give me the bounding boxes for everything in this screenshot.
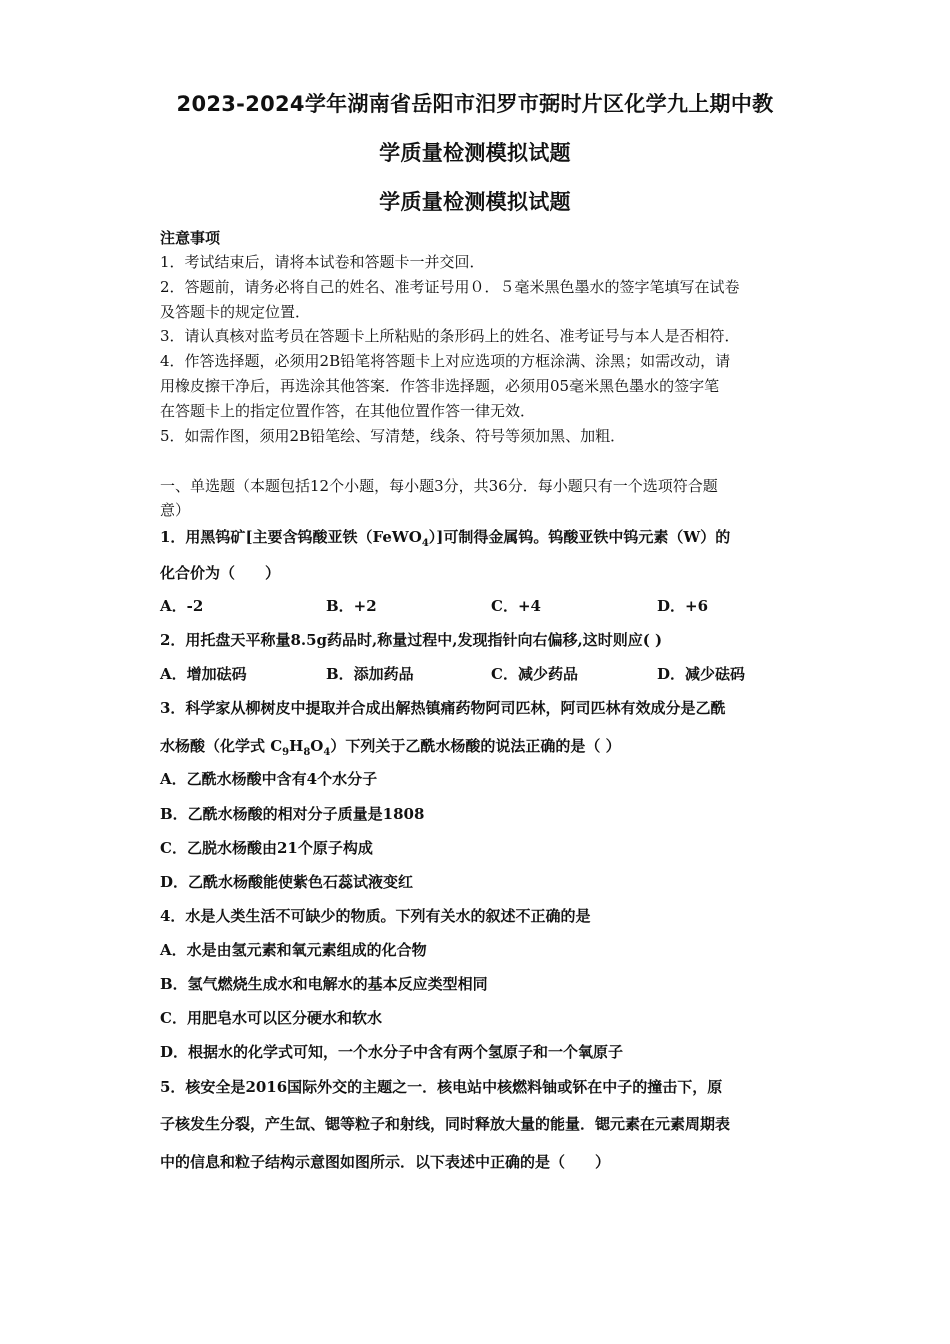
- notice-line: 5．如需作图，须用2B铅笔绘、写清楚，线条、符号等须加黑、加粗．: [160, 427, 626, 445]
- question-4-option-a: A．水是由氢元素和氧元素组成的化合物: [160, 941, 427, 959]
- notice-line: 1．考试结束后，请将本试卷和答题卡一并交回．: [160, 253, 485, 271]
- section-heading: 一、单选题（本题包括12个小题，每小题3分，共36分．每小题只有一个选项符合题: [160, 477, 718, 495]
- question-4-option-d: D．根据水的化学式可知，一个水分子中含有两个氢原子和一个氧原子: [160, 1043, 624, 1061]
- question-3-option-c: C．乙脱水杨酸由21个原子构成: [160, 839, 373, 857]
- section-heading-cont: 意）: [160, 501, 191, 519]
- question-1-option-d: D．+6: [657, 597, 709, 615]
- notice-line: 2．答题前，请务必将自己的姓名、准考证号用０．５毫米黑色墨水的签字笔填写在试卷: [160, 278, 740, 296]
- notice-line: 及答题卡的规定位置．: [160, 303, 311, 321]
- question-1-option-a: A．-2: [160, 597, 204, 615]
- question-1-option-b: B．+2: [326, 597, 377, 615]
- notice-line: 用橡皮擦干净后，再选涂其他答案．作答非选择题，必须用05毫米黑色墨水的签字笔: [160, 377, 720, 395]
- question-5-stem-cont-2: 中的信息和粒子结构示意图如图所示．以下表述中正确的是（ ）: [160, 1153, 611, 1171]
- question-1-option-c: C．+4: [491, 597, 541, 615]
- notice-line: 4．作答选择题，必须用2B铅笔将答题卡上对应选项的方框涂满、涂黑；如需改动，请: [160, 352, 731, 370]
- question-3-stem: 3．科学家从柳树皮中提取并合成出解热镇痛药物阿司匹林，阿司匹林有效成分是乙酰: [160, 699, 726, 717]
- question-1-stem: 1．用黑钨矿[主要含钨酸亚铁（FeWO$_4$）]可制得金属钨。钨酸亚铁中钨元素（W）的: [160, 528, 731, 549]
- document-title-line-1: 2023-2024学年湖南省岳阳市汨罗市弼时片区化学九上期中教: [176, 92, 774, 116]
- document-title-line-3: 学质量检测模拟试题: [379, 190, 571, 214]
- question-2-option-d: D．减少砝码: [657, 665, 746, 683]
- question-3-option-a: A．乙酰水杨酸中含有4个水分子: [160, 770, 378, 788]
- question-3-stem-cont: 水杨酸（化学式 $C_9H_8O_4$）下列关于乙酰水杨酸的说法正确的是（ ）: [160, 737, 621, 758]
- question-3-option-d: D．乙酰水杨酸能使紫色石蕊试液变红: [160, 873, 414, 891]
- question-4-stem: 4．水是人类生活不可缺少的物质。下列有关水的叙述不正确的是: [160, 907, 591, 925]
- question-2-option-b: B．添加药品: [326, 665, 414, 683]
- question-4-option-b: B．氢气燃烧生成水和电解水的基本反应类型相同: [160, 975, 488, 993]
- document-title-line-2: 学质量检测模拟试题: [379, 141, 571, 165]
- question-4-option-c: C．用肥皂水可以区分硬水和软水: [160, 1009, 382, 1027]
- question-5-stem-cont: 子核发生分裂，产生氙、锶等粒子和射线，同时释放大量的能量．锶元素在元素周期表: [160, 1115, 731, 1133]
- question-1-stem-cont: 化合价为（ ）: [160, 564, 281, 582]
- question-2-option-a: A．增加砝码: [160, 665, 247, 683]
- question-5-stem: 5．核安全是2016国际外交的主题之一．核电站中核燃料铀或钚在中子的撞击下，原: [160, 1078, 723, 1096]
- notice-heading: 注意事项: [160, 229, 221, 247]
- question-2-stem: 2．用托盘天平称量8.5g药品时,称量过程中,发现指针向右偏移,这时则应( ): [160, 631, 663, 649]
- question-2-option-c: C．减少药品: [491, 665, 578, 683]
- notice-line: 3．请认真核对监考员在答题卡上所粘贴的条形码上的姓名、准考证号与本人是否相符．: [160, 327, 740, 345]
- question-3-option-b: B．乙酰水杨酸的相对分子质量是1808: [160, 805, 425, 823]
- notice-line: 在答题卡上的指定位置作答，在其他位置作答一律无效．: [160, 402, 536, 420]
